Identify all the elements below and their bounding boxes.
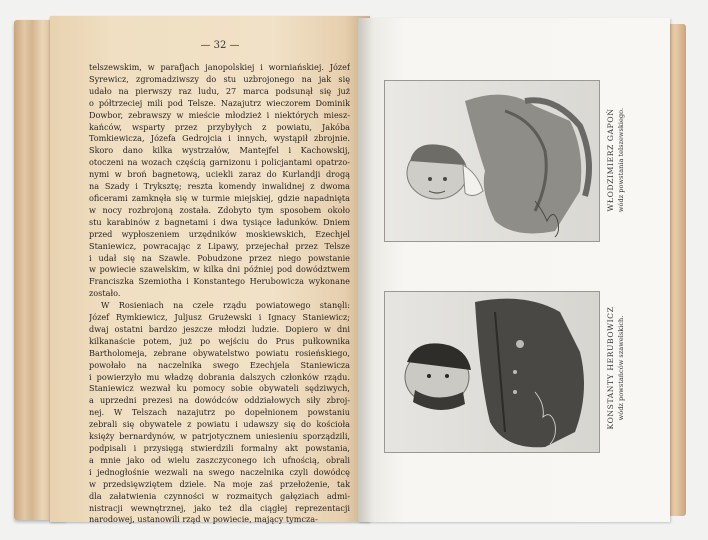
text-line: a uprzedni prezesi na dowódców oddziałowych siły zbroj- — [89, 395, 350, 406]
text-line: Franciszka Szemiotha i Konstantego Herubowicza wykonane — [89, 276, 350, 287]
text-line: Bartholomeja, zebrane obywatelstwo powiatu rosieńskiego, — [89, 347, 350, 358]
text-line: otoczeni na wozach częścią garnizonu i policjantami opatrzo- — [89, 157, 350, 168]
text-line: Józef Rymkiewicz, Juljusz Grużewski i Ignacy Staniewicz; — [89, 312, 350, 323]
text-line: i udał się na Szawle. Pobudzone przez niego powstanie — [89, 252, 350, 263]
text-line: i jednogłośnie wezwali na swego naczelnika czyli dowódcę — [89, 466, 350, 477]
left-page-text — [89, 62, 350, 526]
caption-herubowicz — [606, 288, 625, 448]
text-line: kilkanaście potem, już po wejściu do Prus pułkownika — [89, 335, 350, 346]
text-line: dla załatwienia czynności w rozmaitych gałęziach admi- — [89, 490, 350, 501]
text-line: na Szady i Tryksztę; reszta komendy inwalidnej z dwoma — [89, 181, 350, 192]
portrait-herubowicz-image — [385, 292, 599, 452]
text-line: powołało na naczelnika swego Ezechjela Staniewicza — [89, 359, 350, 370]
text-line: Skoro dano kilka wystrzałów, Mantejfel i Kachowskij, — [89, 145, 350, 156]
portrait-gapon — [384, 80, 600, 242]
text-line: Syrewicz, zgromadziwszy do stu uzbrojonego na jak się — [89, 73, 350, 84]
text-line: Tomkiewicza, Józefa Gedrojcia i innych, wystąpił zbrojnie. — [89, 133, 350, 144]
portrait-gapon-image — [385, 81, 599, 241]
text-line: stu karabinów z bagnetami i dwa tysiące ładunków. Dniem — [89, 216, 350, 227]
text-line: narodowej, ustanowili rząd w powiecie, mający tymcza- — [89, 514, 318, 525]
text-line: i powierzyło mu władzę dobrania dalszych członków rządu. — [89, 371, 350, 382]
text-line: w nocy rozbrojoną została. Zdobyto tym sposobem około — [89, 204, 350, 215]
text-line: o półtrzeciej mili pod Telsze. Nazajutrz wieczorem Dominik — [89, 97, 350, 108]
text-line: zostało. — [89, 288, 121, 299]
text-line: nymi w broń bagnetową, uciekli zaraz do Kurlandji drogą — [89, 169, 350, 180]
caption-gapon-subtitle: wódz powstania telszewskiego. — [617, 107, 625, 213]
text-line: telszewskim, w parafjach janopolskiej i worniańskiej. Józef — [89, 62, 350, 72]
text-line: kańców, wsparty przez przybyłych z powiatu, Jakóba — [89, 121, 350, 132]
text-line: Staniewicz, powracając z Lipawy, przejechał przez Telsze — [89, 240, 350, 251]
text-line: nej. W Telszach nazajutrz po dopełnionem powstaniu — [89, 407, 350, 418]
text-line: a mnie jako od wielu zaszczyconego ich ufnością, obrali — [89, 454, 350, 465]
text-line: dwaj ostatni bardzo jeszcze młodzi ludzie. Dopiero w dni — [89, 323, 350, 334]
page-number: — 32 — — [200, 40, 240, 51]
text-line: nistracji wewnętrznej, jako też dla ciągłej reprezentacji — [89, 502, 350, 513]
text-line: Staniewicz wezwał ku pomocy sobie obywateli sędziwych, — [89, 383, 350, 394]
caption-herubowicz-name: KONSTANTY HERUBOWICZ — [606, 306, 615, 430]
text-line: oficerami zamknęła się w turmie miejskiej, gdzie napadnięta — [89, 192, 350, 203]
text-line: w przedsięwziętem dziele. Na moje zaś przełożenie, tak — [89, 478, 350, 489]
text-line: W Rosieniach na czele rządu powiatowego stanęli: — [101, 300, 350, 311]
caption-gapon-name: WŁODZIMIERZ GAPOŃ — [606, 108, 615, 212]
text-line: Dowbor, zebrawszy w mieście młodzież i niektórych miesz- — [89, 109, 350, 120]
caption-herubowicz-subtitle: wódz powstańców szawelskich. — [617, 315, 625, 421]
text-line: zebrali się obywatele z powiatu i udawszy się do kościoła — [89, 419, 350, 430]
text-line: w powiecie szawelskim, w kilka dni później pod dowództwem — [89, 264, 350, 275]
text-line: księży bernardynów, w patrjotycznem uniesieniu sporządzili, — [89, 431, 350, 442]
portrait-herubowicz — [384, 291, 600, 453]
text-line: podpisali i przysięgą stwierdzili formalny akt powstania, — [89, 443, 350, 453]
caption-gapon — [606, 80, 625, 240]
text-line: przed wypłoszeniem urzędników moskiewskich, Ezechjel — [89, 228, 350, 239]
text-line: udało na pierwszy raz ludu, 27 marca podsunął się już — [89, 85, 350, 96]
